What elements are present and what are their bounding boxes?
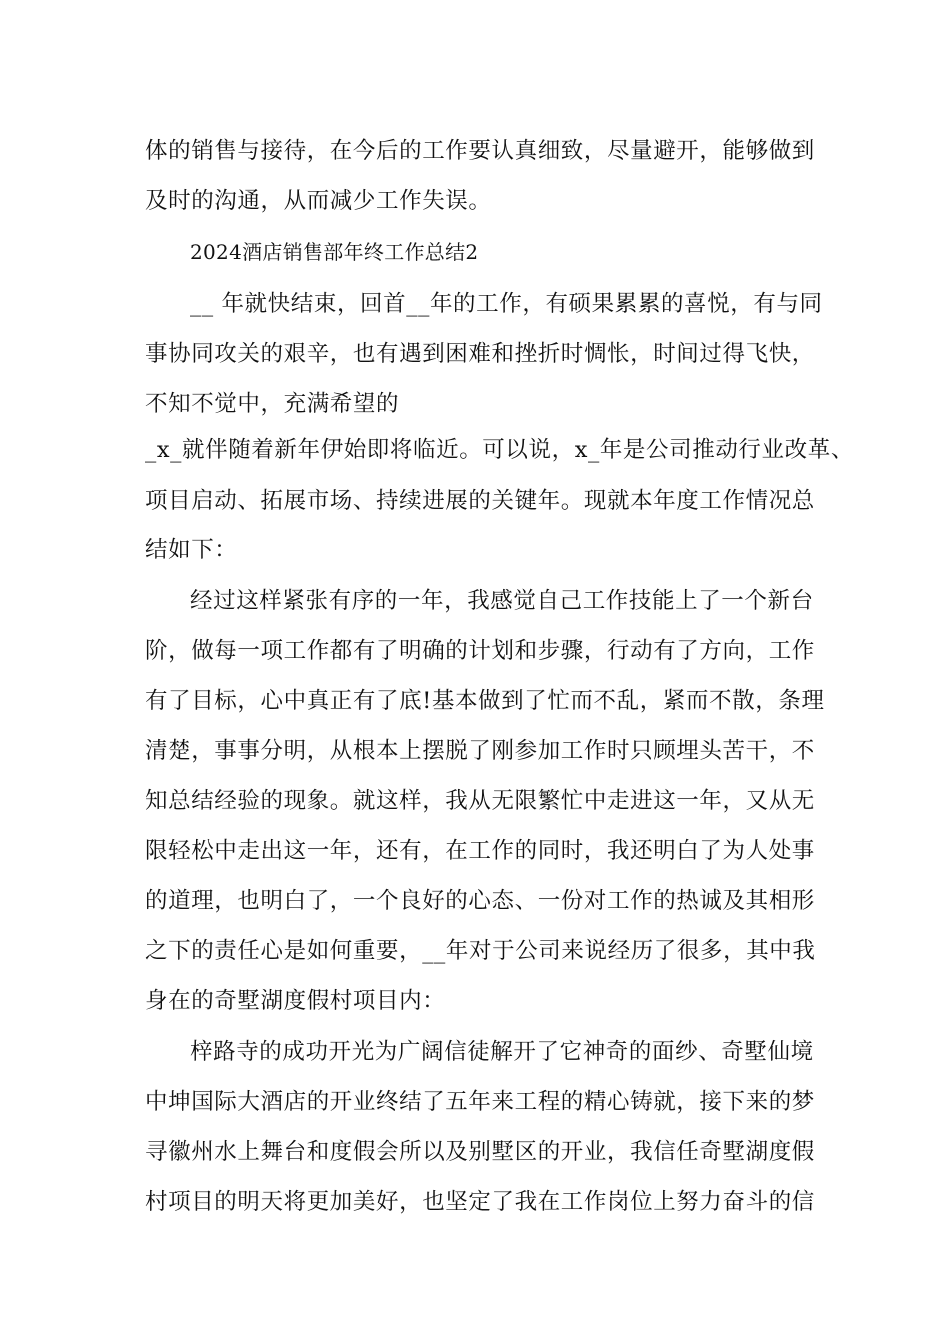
body-text-line: _x_就伴随着新年伊始即将临近。可以说，x_年是公司推动行业改革、 [145, 437, 854, 463]
body-text-line: 中坤国际大酒店的开业终结了五年来工程的精心铸就，接下来的梦 [145, 1089, 815, 1115]
body-text-line: 之下的责任心是如何重要，__年对于公司来说经历了很多，其中我 [145, 938, 816, 964]
body-text-line: 身在的奇墅湖度假村项目内： [145, 988, 446, 1014]
body-text-line: 经过这样紧张有序的一年，我感觉自己工作技能上了一个新台 [190, 588, 814, 614]
body-text-line: 结如下： [145, 537, 238, 563]
body-text-line: __ 年就快结束，回首__年的工作，有硕果累累的喜悦，有与同 [190, 291, 823, 317]
body-text-line: 不知不觉中，充满希望的 [145, 391, 400, 417]
body-text-line: 事协同攻关的艰辛，也有遇到困难和挫折时惆怅，时间过得飞快， [145, 341, 815, 367]
body-text-line: 有了目标，心中真正有了底!基本做到了忙而不乱，紧而不散，条理 [145, 688, 825, 714]
body-text-line: 村项目的明天将更加美好，也坚定了我在工作岗位上努力奋斗的信 [145, 1189, 815, 1215]
body-text-line: 寻徽州水上舞台和度假会所以及别墅区的开业，我信任奇墅湖度假 [145, 1139, 815, 1165]
body-text-line: 体的销售与接待，在今后的工作要认真细致，尽量避开，能够做到 [145, 138, 815, 164]
body-text-line: 阶，做每一项工作都有了明确的计划和步骤，行动有了方向，工作 [145, 638, 815, 664]
body-text-line: 项目启动、拓展市场、持续进展的关键年。现就本年度工作情况总 [145, 488, 815, 514]
body-text-line: 梓路寺的成功开光为广阔信徒解开了它神奇的面纱、奇墅仙境 [190, 1039, 814, 1065]
body-text-line: 的道理，也明白了，一个良好的心态、一份对工作的热诚及其相形 [145, 888, 815, 914]
body-text-line: 清楚，事事分明，从根本上摆脱了刚参加工作时只顾埋头苦干，不 [145, 738, 815, 764]
body-text-line: 知总结经验的现象。就这样，我从无限繁忙中走进这一年，又从无 [145, 788, 815, 814]
section-title: 2024酒店销售部年终工作总结2 [190, 240, 479, 264]
body-text-line: 及时的沟通，从而减少工作失误。 [145, 188, 492, 214]
body-text-line: 限轻松中走出这一年，还有，在工作的同时，我还明白了为人处事 [145, 838, 815, 864]
